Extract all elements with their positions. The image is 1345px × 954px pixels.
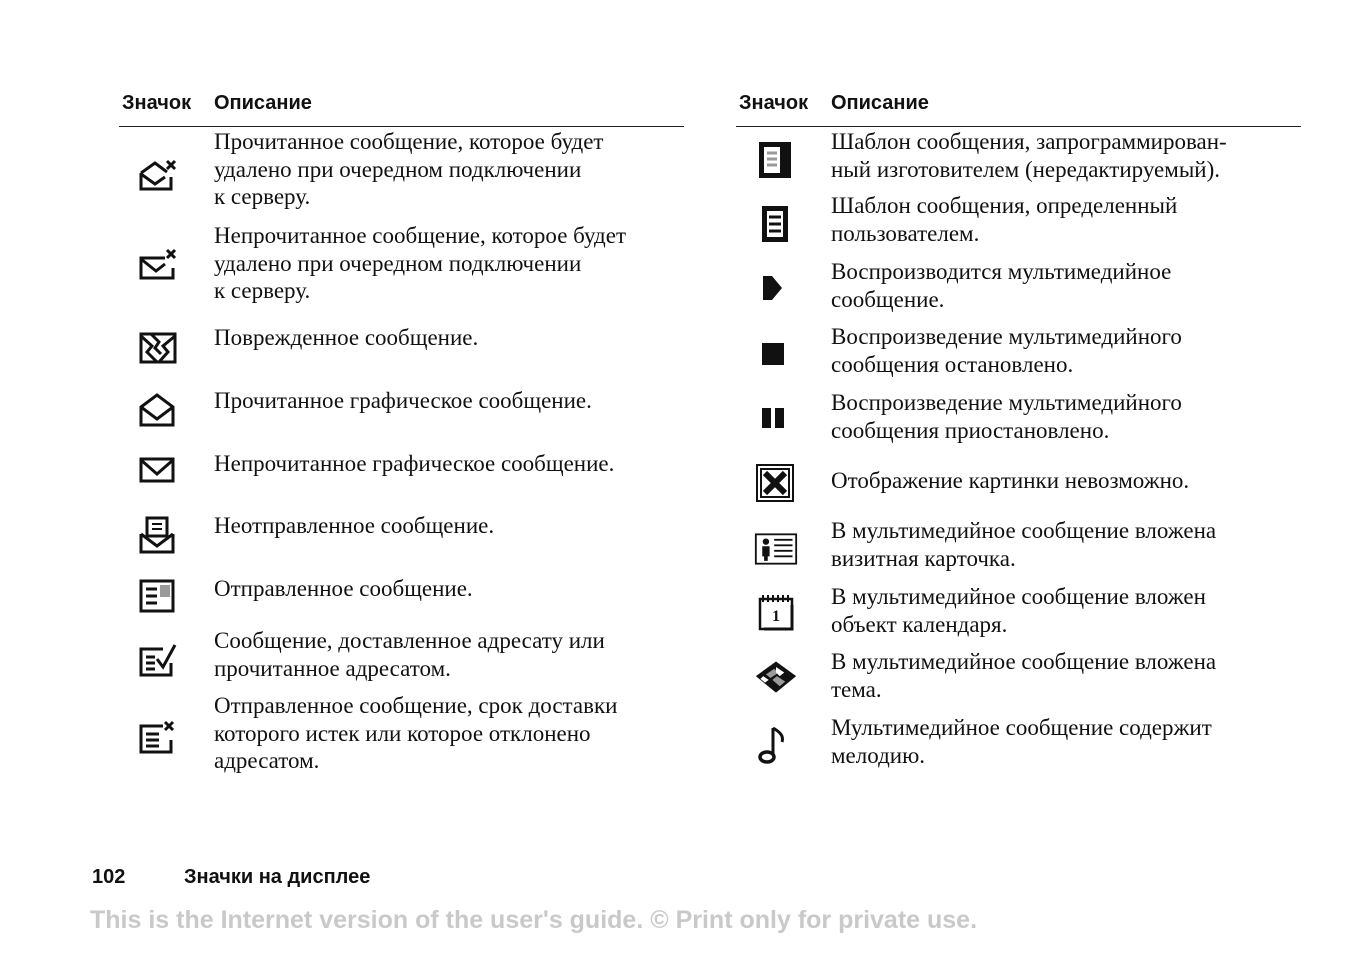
header-description-label: Описание <box>214 92 312 114</box>
header-description-label: Описание <box>831 92 929 114</box>
row-description: Воспроизведение мультимедийного сообщения остановлено. <box>831 324 1182 377</box>
pause-icon <box>754 397 798 441</box>
theme-icon <box>754 656 798 700</box>
sent-message-icon <box>137 575 181 619</box>
row-description: Отображение картинки невозможно. <box>831 468 1190 493</box>
expired-message-icon <box>137 716 181 760</box>
row-description: Неотправленное сообщение. <box>214 513 495 538</box>
play-icon <box>754 266 798 310</box>
table-header <box>736 88 1301 127</box>
row-description: Мультимедийное сообщение содержит мелодию. <box>831 715 1212 768</box>
unread-delete-icon <box>137 244 181 288</box>
row-description: Поврежденное сообщение. <box>214 325 479 350</box>
row-description: Воспроизводится мультимедийное сообщение. <box>831 259 1172 312</box>
row-description: В мультимедийное сообщение вложена визитная карточка. <box>831 518 1217 571</box>
row-description: Непрочитанное сообщение, которое будет удалено при очередном подключении к серверу. <box>214 223 626 303</box>
header-icon-label: Значок <box>739 92 809 114</box>
read-envelope-icon <box>137 389 181 433</box>
right-table <box>736 88 1301 768</box>
row-description: Непрочитанное графическое сообщение. <box>214 451 615 476</box>
broken-image-icon <box>754 462 798 506</box>
unsent-message-icon <box>137 514 181 558</box>
delivered-message-icon <box>137 639 181 683</box>
left-table <box>119 88 684 773</box>
row-description: Отправленное сообщение, срок доставки которого истек или которое отклонено адресатом. <box>214 693 618 773</box>
row-description: Прочитанное сообщение, которое будет удалено при очередном подключении к серверу. <box>214 129 604 209</box>
row-description: Отправленное сообщение. <box>214 576 473 601</box>
row-description: Шаблон сообщения, определенный пользователем. <box>831 193 1178 246</box>
table-header <box>119 88 684 127</box>
row-description: Прочитанное графическое сообщение. <box>214 388 592 413</box>
melody-icon <box>754 724 798 768</box>
stop-icon <box>754 333 798 377</box>
unread-envelope-icon <box>137 450 181 494</box>
page-number: 102 <box>92 866 126 888</box>
corrupted-message-icon <box>137 328 181 372</box>
row-description: В мультимедийное сообщение вложена тема. <box>831 649 1217 702</box>
user-template-icon <box>754 202 798 246</box>
row-description: Сообщение, доставленное адресату или прочитанное адресатом. <box>214 628 605 681</box>
row-description: Шаблон сообщения, запрограммирован- ный изготовителем (нередактируемый). <box>831 129 1227 182</box>
svg-text:1: 1 <box>772 608 780 625</box>
read-delete-icon <box>137 153 181 197</box>
internet-version-note: This is the Internet version of the user's guide. © Print only for private use. <box>90 906 978 934</box>
preset-template-icon <box>754 138 798 182</box>
business-card-icon <box>754 527 798 571</box>
row-description: В мультимедийное сообщение вложен объект календаря. <box>831 584 1206 637</box>
section-title: Значки на дисплее <box>184 866 371 888</box>
calendar-icon <box>754 591 798 635</box>
row-description: Воспроизведение мультимедийного сообщения приостановлено. <box>831 390 1182 443</box>
header-icon-label: Значок <box>122 92 192 114</box>
